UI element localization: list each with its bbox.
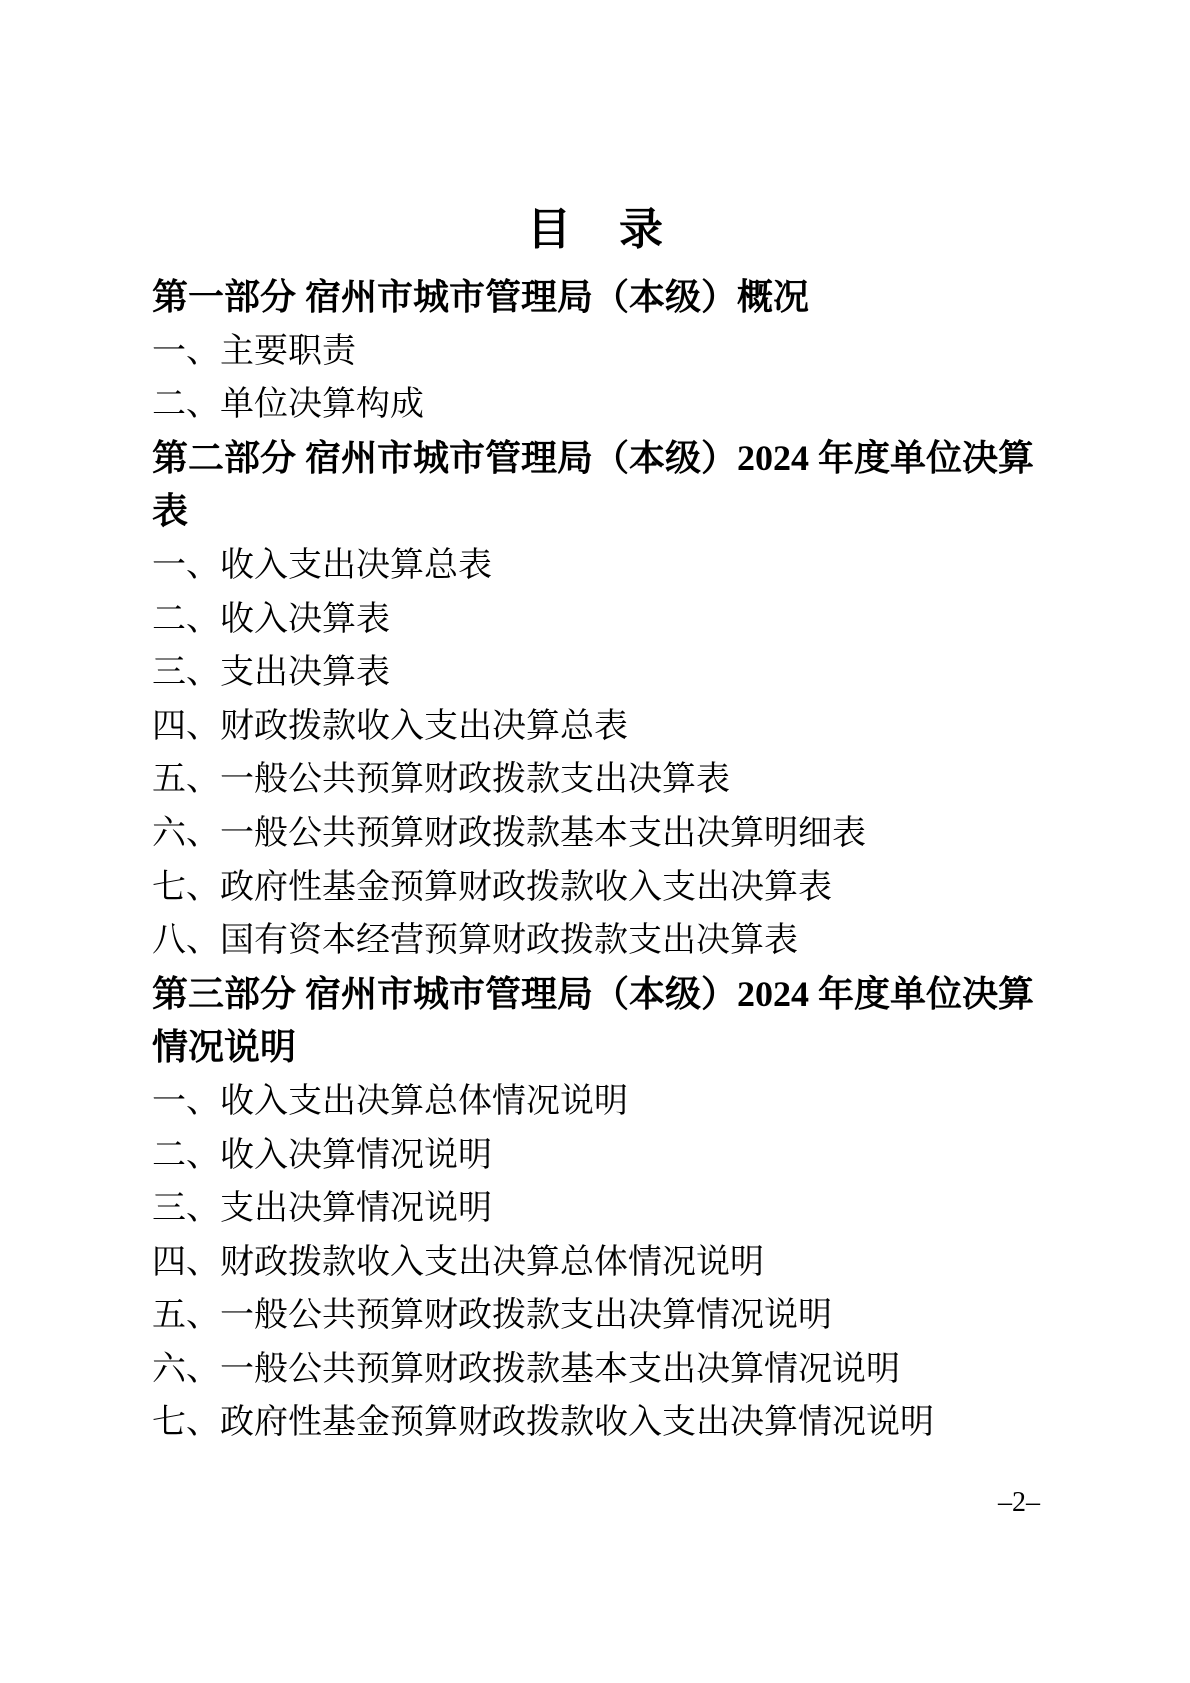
toc-part-heading: 表 (152, 491, 189, 532)
toc-item: 一、收入支出决算总体情况说明 (152, 1082, 628, 1120)
toc-item: 七、政府性基金预算财政拨款收入支出决算表 (152, 868, 832, 906)
toc-item: 八、国有资本经营预算财政拨款支出决算表 (152, 922, 798, 960)
toc-item: 五、一般公共预算财政拨款支出决算情况说明 (152, 1297, 832, 1335)
toc-part-heading: 第一部分 宿州市城市管理局（本级）概况 (152, 277, 810, 317)
toc-item: 二、收入决算表 (152, 600, 390, 638)
toc-item: 一、主要职责 (152, 332, 356, 370)
toc-part-heading: 情况说明 (152, 1027, 297, 1068)
toc-title: 目 录 (527, 205, 665, 254)
toc-list (152, 271, 1040, 1450)
toc-part-heading: 第三部分 宿州市城市管理局（本级）2024 年度单位决算 (152, 973, 1035, 1014)
toc-item: 一、收入支出决算总表 (152, 546, 492, 584)
toc-item: 三、支出决算情况说明 (152, 1190, 492, 1228)
toc-item: 二、单位决算构成 (152, 386, 424, 424)
toc-item: 六、一般公共预算财政拨款基本支出决算明细表 (152, 814, 866, 852)
toc-item: 五、一般公共预算财政拨款支出决算表 (152, 761, 730, 799)
toc-item: 二、收入决算情况说明 (152, 1136, 492, 1174)
toc-part-heading: 第二部分 宿州市城市管理局（本级）2024 年度单位决算 (152, 437, 1035, 478)
page-number: –2– (998, 1487, 1040, 1519)
toc-item: 四、财政拨款收入支出决算总体情况说明 (152, 1243, 764, 1281)
toc-item: 七、政府性基金预算财政拨款收入支出决算情况说明 (152, 1404, 934, 1442)
toc-item: 三、支出决算表 (152, 654, 390, 692)
toc-item: 六、一般公共预算财政拨款基本支出决算情况说明 (152, 1350, 900, 1388)
toc-item: 四、财政拨款收入支出决算总表 (152, 707, 628, 745)
